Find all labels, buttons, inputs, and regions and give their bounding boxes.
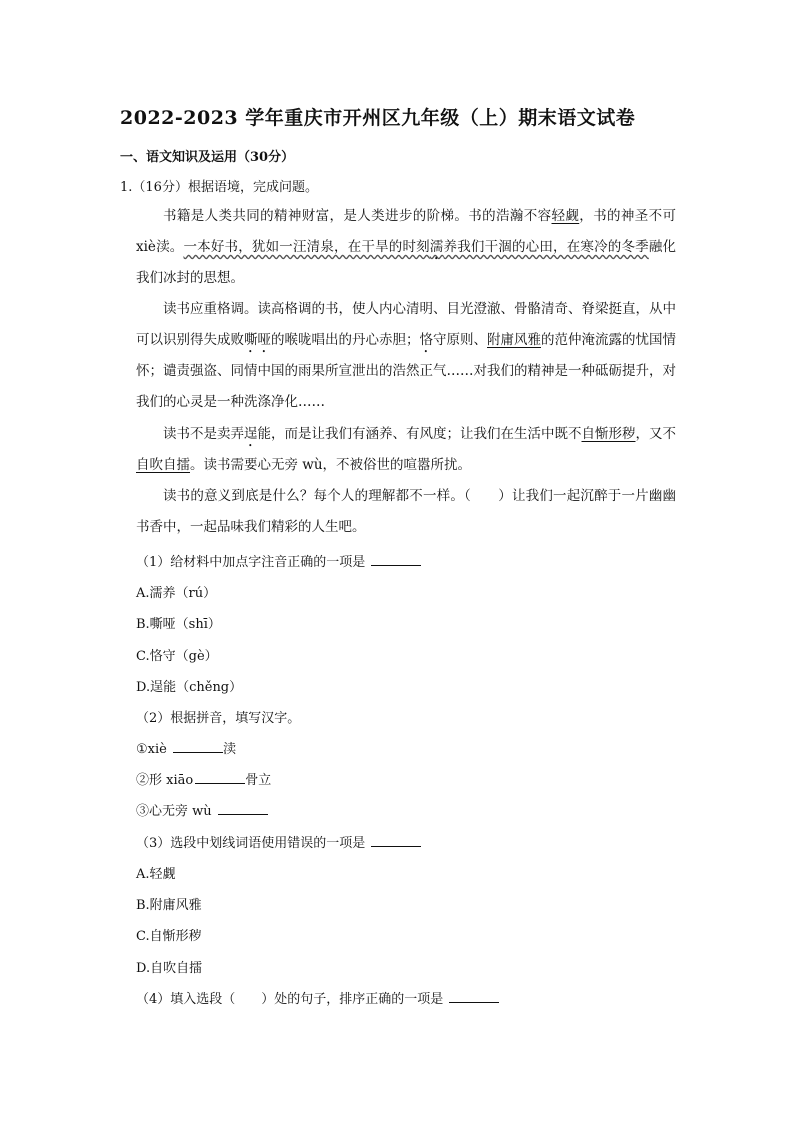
answer-blank[interactable] — [195, 771, 245, 784]
text: 书籍是人类共同的精神财富，是人类进步的阶梯。书的浩瀚不容 — [163, 208, 552, 224]
fill-item-1 — [136, 738, 236, 757]
text: ，又不 — [635, 426, 676, 442]
dotted-char: 恪 — [419, 332, 433, 348]
answer-blank[interactable] — [371, 553, 421, 566]
text: 。读书需要心无旁 wù，不被俗世的喧嚣所扰。 — [190, 457, 472, 473]
passage-paragraph-3 — [136, 419, 676, 481]
pinyin-prompt: ②形 xiāo — [136, 773, 194, 788]
text: 读书应重格调。读高格调的书，使人内心清明、目光澄澈、骨骼清奇、脊梁挺直，从中可以识别得失成败 — [136, 301, 676, 348]
passage-paragraph-4: 读书的意义到底是什么？每个人的理解都不一样。（ ）让我们一起沉醉于一片幽幽书香中，一起品味我们精彩的人生吧。 — [136, 488, 676, 535]
option-d: D.自吹自擂 — [136, 961, 203, 976]
text: ，书的神圣不可 xiè渎。 — [136, 208, 676, 255]
answer-blank[interactable] — [371, 834, 421, 847]
dotted-char: 嘶哑 — [244, 332, 271, 348]
sub-question-stem: （3）选段中划线词语使用错误的一项是 — [136, 836, 366, 851]
dotted-char: 逞 — [244, 426, 258, 442]
sub-question-1 — [136, 551, 421, 570]
underlined-word: 附庸风雅 — [487, 332, 541, 348]
text: 守原则、 — [433, 332, 487, 348]
option-d: D.逞能（chěng） — [136, 680, 243, 695]
text: 能，而是让我们有涵养、有风度；让我们在生活中既不 — [257, 426, 582, 442]
option-c: C.恪守（gè） — [136, 649, 218, 664]
underlined-word: 轻觑 — [551, 208, 580, 224]
section-heading: 一、语文知识及运用（30分） — [120, 150, 295, 165]
option-b: B.嘶哑（shī） — [136, 617, 221, 632]
underlined-word: 自惭形秽 — [581, 426, 636, 442]
fill-item-2 — [136, 769, 271, 788]
wavy-underlined-text: 一本好书，犹如一汪清泉，在干旱的时刻 — [183, 239, 430, 255]
text: 的范仲淹流露的忧国情怀；谴责强盗、同情中国的雨果所宣泄出的浩然正气……对我们的精神是一种砥砺提升，对我们的心灵是一种洗涤净化…… — [136, 332, 676, 410]
sub-question-3 — [136, 832, 421, 851]
underlined-word: 自吹自擂 — [136, 457, 190, 473]
text: 的喉咙唱出的丹心赤胆； — [271, 332, 420, 348]
sub-question-4 — [136, 988, 499, 1007]
pinyin-prompt: ③心无旁 wù — [136, 804, 212, 819]
answer-blank[interactable] — [173, 740, 223, 753]
text: 读书不是卖弄 — [163, 426, 244, 442]
sub-question-stem: （1）给材料中加点字注音正确的一项是 — [136, 555, 366, 570]
passage-paragraph-1 — [136, 201, 676, 294]
option-a: A.轻觑 — [136, 867, 176, 882]
answer-blank[interactable] — [449, 990, 499, 1003]
wavy-underlined-text: 养我们干涸的心田，在寒冷的冬季 — [443, 239, 649, 255]
option-c: C.自惭形秽 — [136, 929, 202, 944]
text: 融化我们冰封的思想。 — [136, 239, 677, 286]
answer-blank[interactable] — [218, 802, 268, 815]
fill-item-3 — [136, 800, 268, 819]
sub-question-stem: （4）填入选段（ ）处的句子，排序正确的一项是 — [136, 992, 444, 1007]
question-stem: 1.（16分）根据语境，完成问题。 — [120, 180, 318, 195]
suffix: 渎 — [222, 742, 236, 757]
passage-paragraph-2 — [136, 294, 676, 418]
suffix: 骨立 — [245, 773, 272, 788]
page-title: 2022-2023 学年重庆市开州区九年级（上）期末语文试卷 — [120, 107, 636, 129]
sub-question-2: （2）根据拼音，填写汉字。 — [136, 711, 301, 726]
option-b: B.附庸风雅 — [136, 898, 202, 913]
dotted-char: 濡 — [429, 239, 444, 255]
pinyin-prompt: ①xiè — [136, 742, 167, 757]
option-a: A.濡养（rú） — [136, 586, 217, 601]
